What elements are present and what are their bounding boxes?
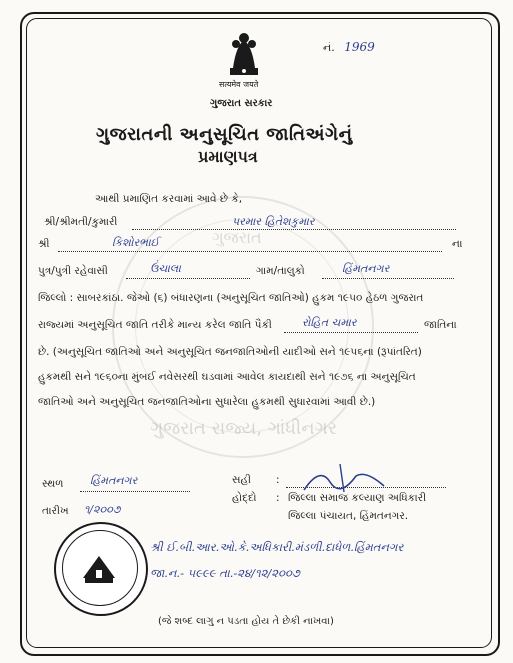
village-underline	[322, 278, 454, 279]
certificate-title-line1: ગુજરાતની અનુસૂચિત જાતિઅંગેનું	[96, 124, 353, 145]
father-value: કિશોરભાઈ	[112, 236, 160, 249]
date-label: તારીખ	[42, 505, 69, 517]
handwritten-endorsement-line2: જા.ન.- ૫૯૯૯ તા.-૨૪/૧૨/૨૦૦૭	[150, 566, 300, 580]
body-line-5: જાતિઓ અને અનુસૂચિત જનજાતિઓના સુધારેલા હુકમથી સુધારવામાં આવી છે.)	[38, 396, 376, 408]
sign-label: સહી	[232, 474, 251, 486]
place-underline	[80, 491, 190, 492]
date-value: ૧/૨૦૦૭	[84, 503, 121, 516]
residence-value: ઉંચાલા	[150, 262, 181, 275]
ashoka-emblem-icon	[226, 30, 262, 78]
intro-text: આથી પ્રમાણિત કરવામાં આવે છે કે,	[95, 193, 243, 205]
caste-value: રોહિત ચમાર	[302, 316, 357, 329]
father-label: શ્રી	[38, 238, 50, 250]
emblem-motto: सत्यमेव जयते	[219, 80, 259, 89]
district-line: જિલ્લો : સાબરકાંઠા. જેઓ (૬) બંધારણના (અનુસૂચિત જાતિઓ) હુકમ ૧૯૫૦ હેઠળ ગુજરાત	[38, 292, 424, 304]
na-label: ના	[452, 238, 463, 250]
state-line-pre: રાજ્યમાં અનુસૂચિત જાતિ તરીકે માન્ય કરેલ જાતિ પૈકી	[38, 319, 272, 331]
designation-line1: જિલ્લા સમાજ કલ્યાણ અધિકારી	[288, 492, 427, 504]
designation-label: હોદ્દો	[232, 492, 257, 504]
name-value: પરમાર હિતેશકુમાર	[232, 215, 315, 228]
place-label: સ્થળ	[42, 478, 64, 490]
serial-value: 1969	[344, 40, 375, 54]
handwritten-signature	[300, 462, 390, 496]
body-line-4: હુકમથી સને ૧૯૬૦ના મુંબઈ નવેસરથી ઘડવામાં આવેલ કાયદાથી સને ૧૯૭૬ ના અનુસૂચિત	[38, 371, 416, 383]
handwritten-endorsement-line1: શ્રી ઈ.બી.આર.ઓ.કે.અધિકારી.મંડળી.દાધેળ.હિંમતનગર	[150, 540, 404, 554]
government-name: ગુજરાત સરકાર	[210, 98, 273, 109]
watermark-text-bottom: ગુજરાત રાજ્ય, ગાંધીનગર	[150, 418, 338, 439]
bottom-note: (જે શબ્દ લાગુ ન પડતા હોય તે છેકી નાખવા)	[158, 616, 334, 627]
state-line-post: જાતિના	[424, 319, 457, 331]
certificate-title-line2: પ્રમાણપત્ર	[198, 147, 258, 166]
name-underline	[132, 229, 456, 230]
village-label: ગામ/તાલુકો	[256, 265, 305, 277]
place-value: હિંમતનગર	[90, 474, 138, 487]
village-value: હિંમતનગર	[342, 262, 390, 275]
name-label: શ્રી/શ્રીમતી/કુમારી	[44, 216, 118, 228]
residence-underline	[126, 278, 250, 279]
seal-building-icon	[79, 548, 119, 586]
serial-label: નં.	[323, 41, 335, 54]
designation-line2: જિલ્લા પંચાયત, હિંમતનગર.	[288, 510, 409, 522]
father-underline	[58, 251, 442, 252]
sign-colon: :	[276, 474, 280, 486]
body-line-3: છે. (અનુસૂચિત જાતિઓ અને અનુસૂચિત જનજાતિઓની યાદીઓ સને ૧૯૫૬ના (રૂપાંતરિત)	[38, 346, 422, 358]
designation-colon: :	[276, 492, 280, 504]
watermark-text-top: ગુજરાત	[212, 228, 262, 247]
residence-label: પુત્ર/પુત્રી રહેવાસી	[38, 265, 108, 277]
caste-underline	[284, 332, 418, 333]
serial-number	[323, 40, 375, 55]
